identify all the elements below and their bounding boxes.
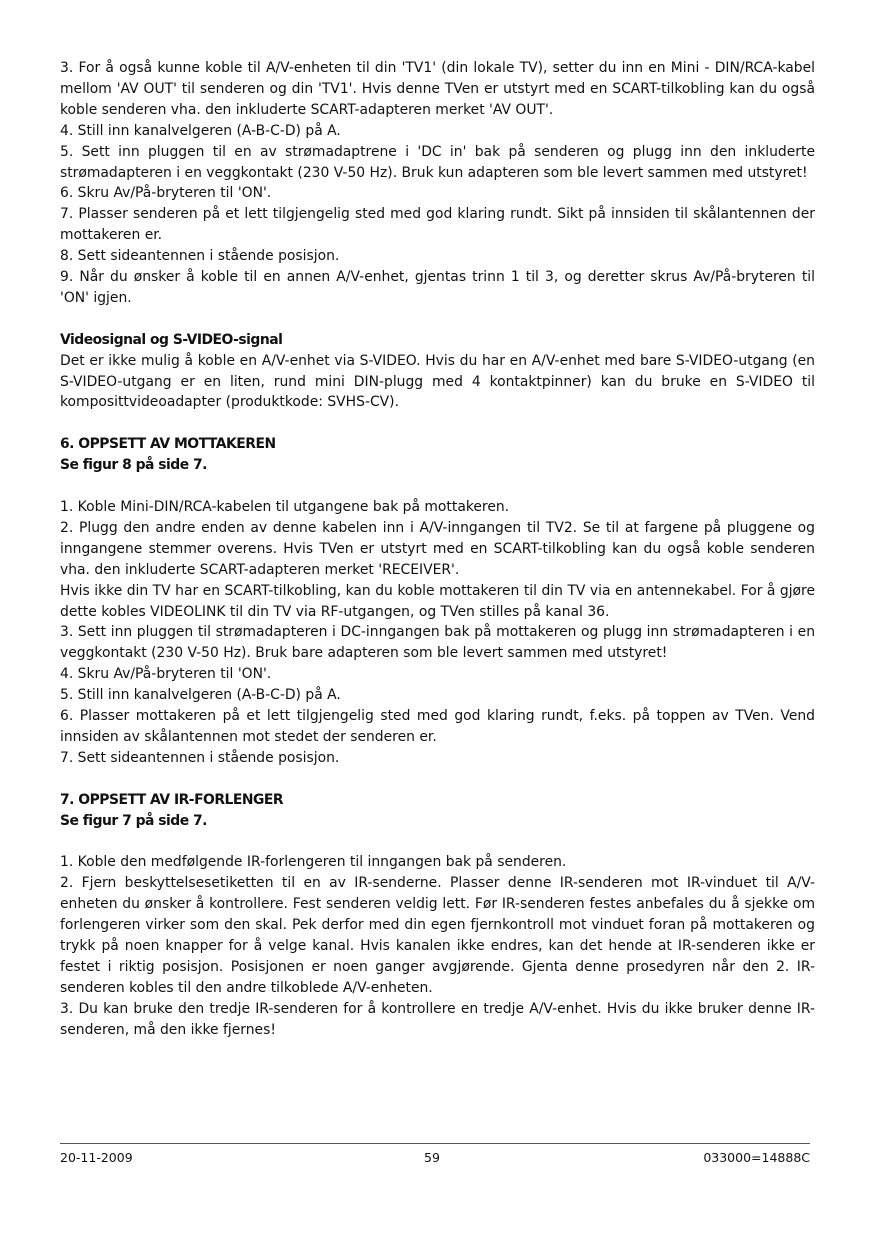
step-5-text: 5. Sett inn pluggen til en av strømadaptrene i 'DC in' bak på senderen og plugg inn den inkluderte strømadapteren i en veggkontakt (230 V-50 Hz). Bruk kun adapteren som ble levert sammen med utstyret!: [60, 143, 815, 181]
spacer: [60, 769, 815, 790]
receiver-step-5: 5. Still inn kanalvelgeren (A-B-C-D) på A.: [60, 687, 341, 704]
section-6-heading: 6. OPPSETT AV MOTTAKEREN: [60, 436, 276, 453]
video-heading: Videosignal og S-VIDEO-signal: [60, 331, 283, 348]
step-6-text: 6. Skru Av/På-bryteren til 'ON'.: [60, 185, 272, 202]
spacer: [60, 831, 815, 852]
spacer: [60, 309, 815, 330]
section-7-heading: 7. OPPSETT AV IR-FORLENGER: [60, 791, 284, 808]
ir-step-3: 3. Du kan bruke den tredje IR-senderen for å kontrollere en tredje A/V-enhet. Hvis du ikke bruker denne IR-senderen, må den ikke fjernes!: [60, 1000, 815, 1038]
ir-step-2: 2. Fjern beskyttelsesetiketten til en av IR-senderne. Plasser denne IR-senderen mot IR-vinduet til A/V-enheten du ønsker å kontrollere. Fest senderen veldig lett. Før IR-senderen festes anbefales du å sjekke om forlengeren virker som den skal. Pek derfor med din egen fjernkontroll mot vinduet foran på mottakeren og trykk på noen knapper for å velge kanal. Hvis kanalen ikke endres, kan det hende at IR-senderen ikke er festet i riktig posisjon. Posisjonen er noen ganger avgjørende. Gjenta denne prosedyren når den 2. IR-senderen kobles til den andre tilkoblede A/V-enheten.: [60, 875, 815, 996]
video-text: Det er ikke mulig å koble en A/V-enhet via S-VIDEO. Hvis du har en A/V-enhet med bare S-VIDEO-utgang (en S-VIDEO-utgang er en liten, rund mini DIN-plugg med 4 kontaktpinner) kan du bruke en S-VIDEO til komposittvideoadapter (produktkode: SVHS-CV).: [60, 352, 815, 411]
section-6-subheading: Se figur 8 på side 7.: [60, 457, 207, 474]
spacer: [60, 476, 815, 497]
section-7-subheading: Se figur 7 på side 7.: [60, 812, 207, 829]
footer-page-number: 59: [424, 1150, 440, 1165]
receiver-step-6: 6. Plasser mottakeren på et lett tilgjengelig sted med god klaring rundt, f.eks. på toppen av TVen. Vend innsiden av skålantennen mot stedet der senderen er.: [60, 708, 815, 745]
page-body: [60, 58, 815, 1041]
receiver-step-3: 3. Sett inn pluggen til strømadapteren i DC-inngangen bak på mottakeren og plugg inn strømadapteren i en veggkontakt (230 V-50 Hz). Bruk bare adapteren som ble levert sammen med utstyret!: [60, 624, 815, 662]
step-7-text: 7. Plasser senderen på et lett tilgjengelig sted med god klaring rundt. Sikt på innsiden til skålantennen der mottakeren er.: [60, 206, 815, 244]
step-4-text: 4. Still inn kanalvelgeren (A-B-C-D) på A.: [60, 122, 341, 139]
receiver-step-2: 2. Plugg den andre enden av denne kabelen inn i A/V-inngangen til TV2. Se til at fargene på pluggene og inngangene stemmer overens. Hvis TVen er utstyrt med en SCART-tilkobling kan du også koble senderen vha. den inkluderte SCART-adapteren merket 'RECEIVER'.: [60, 519, 815, 578]
ir-step-1: 1. Koble den medfølgende IR-forlengeren til inngangen bak på senderen.: [60, 854, 567, 871]
spacer: [60, 413, 815, 434]
page-footer: [60, 1143, 810, 1165]
receiver-step-7: 7. Sett sideantennen i stående posisjon.: [60, 749, 340, 766]
receiver-step-4: 4. Skru Av/På-bryteren til 'ON'.: [60, 666, 272, 683]
footer-date: 20-11-2009: [60, 1150, 133, 1165]
footer-product-code: 033000=14888C: [703, 1150, 810, 1165]
receiver-note: Hvis ikke din TV har en SCART-tilkobling, kan du koble mottakeren til din TV via en antennekabel. For å gjøre dette kobles VIDEOLINK til din TV via RF-utgangen, og TVen stilles på kanal 36.: [60, 582, 815, 620]
step-3-text: 3. For å også kunne koble til A/V-enheten til din 'TV1' (din lokale TV), setter du inn en Mini - DIN/RCA-kabel mellom 'AV OUT' til senderen og din 'TV1'. Hvis denne TVen er utstyrt med en SCART-tilkobling kan du også koble senderen vha. den inkluderte SCART-adapteren merket 'AV OUT'.: [60, 60, 815, 118]
step-8-text: 8. Sett sideantennen i stående posisjon.: [60, 248, 340, 265]
receiver-step-1: 1. Koble Mini-DIN/RCA-kabelen til utgangene bak på mottakeren.: [60, 498, 510, 515]
step-9-text: 9. Når du ønsker å koble til en annen A/V-enhet, gjentas trinn 1 til 3, og deretter skrus Av/På-bryteren til 'ON' igjen.: [60, 269, 815, 306]
